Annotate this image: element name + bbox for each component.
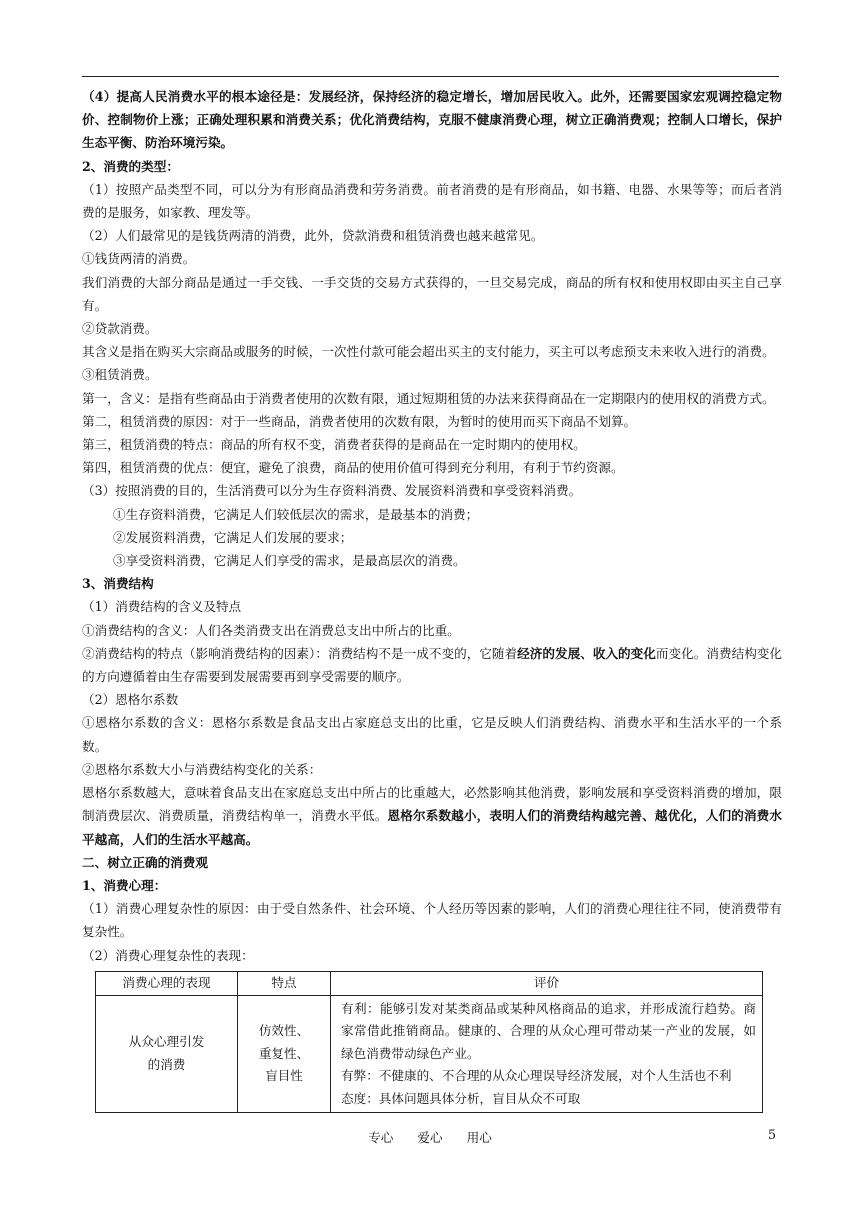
- footer-word: 爱心: [417, 1130, 443, 1145]
- text-run: 恩格尔系数越大，意味着食品支出在家庭总支出中所占的比重越大，必然影响其他消费，影响发展和享受资料消费的增加，限制消费层次、消费质量，消费结构单一，消费水平低。: [82, 785, 782, 824]
- header-rule: [82, 76, 779, 77]
- table-cell-manifestation: [96, 995, 238, 1113]
- text-run: 而变化。消费结构变化的方向遵循着由生存需要到发展需要再到享受需要的顺序。: [82, 645, 783, 685]
- table-header-cell: 特点: [238, 972, 331, 996]
- list-item: ③享受资料消费，它满足人们享受的需求，是最高层次的消费。: [113, 553, 466, 569]
- footer-word: 用心: [466, 1130, 492, 1145]
- cell-line: 重复性、: [258, 1045, 310, 1061]
- cell-line: 有弊：不健康的、不合理的从众心理误导经济发展，对个人生活也不利: [341, 1068, 732, 1083]
- heading-consumption-structure: 3、消费结构: [82, 576, 154, 592]
- paragraph: 第四，租赁消费的优点：便宜，避免了浪费，商品的使用价值可得到充分利用，有利于节约资源。: [82, 460, 624, 476]
- cell-line: 仿效性、: [258, 1023, 310, 1038]
- paragraph: ①恩格尔系数的含义：恩格尔系数是食品支出占家庭总支出的比重，它是反映人们消费结构、消费水平和生活水平的一个系数。: [82, 715, 782, 754]
- footer-word: 专心: [368, 1130, 394, 1145]
- text-run-bold: 恩格尔系数越小，表明人们的消费结构越完善、越优化，人们的消费水平越高，人们的生活水平越高。: [82, 808, 783, 847]
- paragraph: （1）消费心理复杂性的原因：由于受自然条件、社会环境、个人经历等因素的影响，人们的消费心理往往不同，使消费带有复杂性。: [82, 901, 782, 940]
- paragraph: ①消费结构的含义：人们各类消费支出在消费总支出中所占的比重。: [82, 622, 460, 638]
- page-number: 5: [768, 1127, 777, 1142]
- paragraph: ③租赁消费。: [82, 367, 158, 383]
- list-item: ①生存资料消费，它满足人们较低层次的需求，是最基本的消费；: [113, 506, 479, 522]
- table-row: [96, 995, 763, 1113]
- paragraph: （1）消费结构的含义及特点: [82, 599, 242, 615]
- cell-line: 盲目性: [265, 1068, 303, 1083]
- table-header-row: [96, 972, 763, 996]
- paragraph: ②恩格尔系数大小与消费结构变化的关系：: [82, 761, 322, 777]
- paragraph: 第三，租赁消费的特点：商品的所有权不变，消费者获得的是商品在一定时期内的使用权。: [82, 437, 586, 453]
- paragraph: （3）按照消费的目的，生活消费可以分为生存资料消费、发展资料消费和享受资料消费。: [82, 483, 582, 499]
- cell-line: 从众心理引发: [128, 1034, 205, 1050]
- text-run: ②消费结构的特点（影响消费结构的因素）：消费结构不是一成不变的，它随着: [82, 645, 518, 661]
- cell-line: 的消费: [147, 1056, 186, 1072]
- paragraph: 第二，租赁消费的原因：对于一些商品，消费者使用的次数有限，为暂时的使用而买下商品不划算。: [82, 413, 637, 429]
- list-item: ②发展资料消费，它满足人们发展的要求；: [113, 529, 353, 545]
- cell-line: 态度：具体问题具体分析，盲目从众不可取: [341, 1090, 581, 1106]
- heading-consumption-view: 二、树立正确的消费观: [82, 854, 208, 870]
- text-run-bold: 经济的发展、收入的变化: [517, 645, 656, 661]
- psychology-table: [95, 971, 763, 1113]
- paragraph-raise-consumption: （4）提高人民消费水平的根本途径是：发展经济，保持经济的稳定增长，增加居民收入。此外，还需要国家宏观调控稳定物价、控制物价上涨；正确处理积累和消费关系；优化消费结构，克服不健康消费心理，树立正确消费观；控制人口增长，保护生态平衡、防治环境污染。: [82, 89, 782, 151]
- table-cell-traits: [238, 995, 331, 1113]
- paragraph-structure-features: [82, 642, 782, 688]
- document-body: [82, 85, 782, 967]
- heading-consumer-psychology: 1、消费心理：: [82, 877, 167, 893]
- paragraph: 其含义是指在购买大宗商品或服务的时候，一次性付款可能会超出买主的支付能力，买主可以考虑预支未来收入进行的消费。: [82, 344, 775, 360]
- paragraph-engel-relation: [82, 781, 782, 851]
- cell-line: 有利：能够引发对某类商品或某种风格商品的追求，并形成流行趋势。商家常借此推销商品。健康的、合理的从众心理可带动某一产业的发展，如绿色消费带动绿色产业。: [341, 1000, 756, 1061]
- footer-slogan: [0, 1127, 860, 1146]
- paragraph: 第一，含义：是指有些商品由于消费者使用的次数有限，通过短期租赁的办法来获得商品在一定期限内的使用权的消费方式。: [82, 390, 775, 406]
- paragraph: （1）按照产品类型不同，可以分为有形商品消费和劳务消费。前者消费的是有形商品，如书籍、电器、水果等等；而后者消费的是服务，如家教、理发等。: [82, 181, 782, 221]
- paragraph: （2）人们最常见的是钱货两清的消费，此外，贷款消费和租赁消费也越来越常见。: [82, 228, 544, 244]
- table-header-cell: 消费心理的表现: [96, 972, 238, 996]
- table-header-cell: 评价: [331, 972, 763, 996]
- heading-consumption-types: 2、消费的类型：: [82, 158, 179, 174]
- paragraph: （2）恩格尔系数: [82, 692, 179, 708]
- paragraph: （2）消费心理复杂性的表现：: [82, 947, 254, 963]
- paragraph: ②贷款消费。: [82, 321, 158, 337]
- paragraph: 我们消费的大部分商品是通过一手交钱、一手交货的交易方式获得的，一旦交易完成，商品的所有权和使用权即由买主自己享有。: [82, 274, 782, 313]
- table-cell-evaluation: [331, 995, 763, 1113]
- paragraph: ①钱货两清的消费。: [82, 251, 196, 267]
